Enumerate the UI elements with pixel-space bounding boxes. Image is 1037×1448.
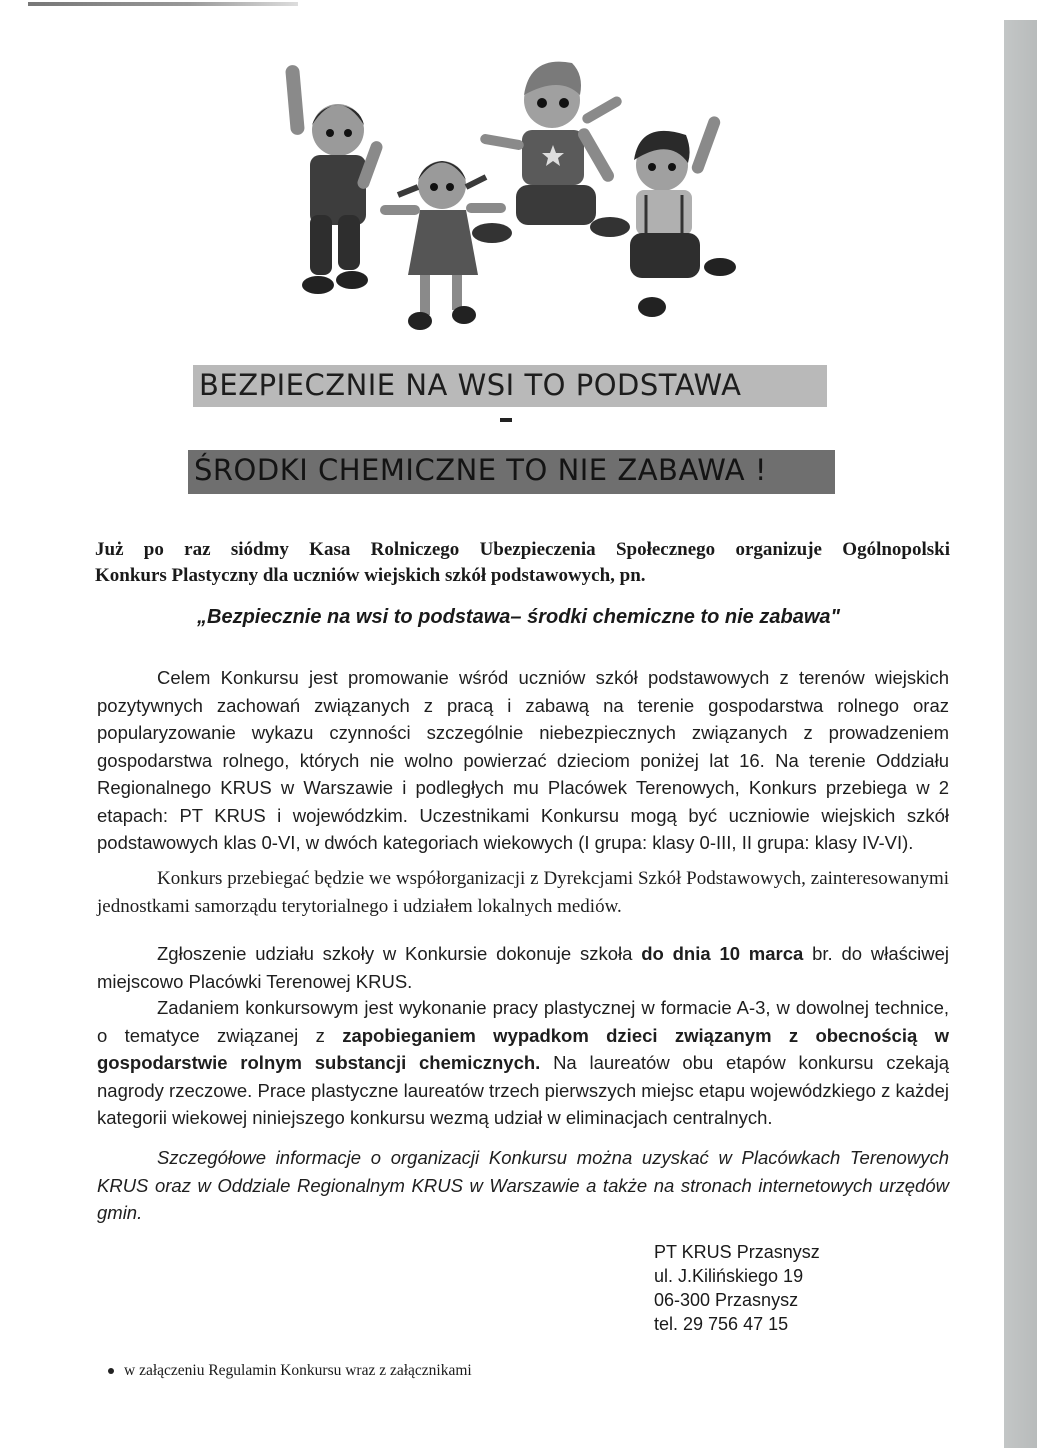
banner-headline-2: ŚRODKI CHEMICZNE TO NIE ZABAWA ! <box>188 450 835 494</box>
registration-text: Zgłoszenie udziału szkoły w Konkursie dokonuje szkoła <box>157 943 642 964</box>
address-block <box>654 1240 820 1336</box>
registration-deadline: do dnia 10 marca <box>641 943 804 964</box>
child-2-figure <box>380 161 506 330</box>
bullet-icon <box>108 1368 114 1374</box>
task-text: Zadaniem konkursowym jest wykonanie pracy plastycznej w formacie A-3, w dowolnej technice, o tematyce związanej z <box>97 997 949 1046</box>
info-paragraph: Szczegółowe informacje o organizacji Konkursu można uzyskać w Placówkach Terenowych KRUS oraz w Oddziale Regionalnym KRUS w Warszawie a także na stronach internetowych urzędów gmin. <box>97 1147 949 1223</box>
intro-line-2: Konkurs Plastyczny dla uczniów wiejskich szkół podstawowych, pn. <box>95 565 646 586</box>
task-topic: zapobieganiem wypadkom dzieci związanym z obecnością w gospodarstwie rolnym substancji chemicznych. <box>97 1024 949 1073</box>
address-city: 06-300 Przasnysz <box>654 1290 799 1310</box>
address-street: ul. J.Kilińskiego 19 <box>654 1266 804 1286</box>
child-4-figure <box>576 115 736 317</box>
intro-paragraph <box>95 537 950 589</box>
goal-paragraph: Celem Konkursu jest promowanie wśród uczniów szkół podstawowych z terenów wiejskich pozytywnych zachowań związanych z pracą i zabawą na terenie gospodarstwa rolnego oraz popularyzowanie wykazu czynności szczególnie niebezpiecznych związanych z prowadzeniem gospodarstwa rolnego, których nie wolno powierzać dzieciom poniżej lat 16. Na terenie Oddziału Regionalnego KRUS w Warszawie i podległych mu Placówek Terenowych, Konkurs przebiega w 2 etapach: PT KRUS i wojewódzkim. Uczestnikami Konkursu mogą być uczniowie wiejskich szkół podstawowych klas 0-VI, w dwóch kategoriach wiekowych (I grupa: klasy 0-III, II grupa: klasy IV-VI). <box>97 667 949 853</box>
registration-text-end: br. do właściwej miejscowo Placówki Terenowej KRUS. <box>97 943 949 992</box>
scan-edge-top <box>28 2 298 6</box>
contest-title: „Bezpiecznie na wsi to podstawa– środki chemiczne to nie zabawa" <box>197 606 840 628</box>
attachment-note-text: w załączeniu Regulamin Konkursu wraz z załącznikami <box>124 1362 472 1379</box>
cooperation-paragraph: Konkurs przebiegać będzie we współorganizacji z Dyrekcjami Szkół Podstawowych, zainteresowanymi jednostkami samorządu terytorialnego i udziałem lokalnych mediów. <box>97 868 949 917</box>
child-3-figure <box>472 62 630 243</box>
intro-line-1: Już po raz siódmy Kasa Rolniczego Ubezpieczenia Społecznego organizuje Ogólnopolski <box>95 539 950 560</box>
banner-separator <box>500 418 512 422</box>
child-1-figure <box>285 65 384 294</box>
banner-headline-1: BEZPIECZNIE NA WSI TO PODSTAWA <box>193 365 827 407</box>
jumping-children-illustration <box>280 45 760 345</box>
attachment-note <box>108 1362 472 1380</box>
address-office: PT KRUS Przasnysz <box>654 1242 820 1262</box>
task-text-end: Na laureatów obu etapów konkursu czekają nagrody rzeczowe. Prace plastyczne laureatów trzech pierwszych miejsc etapu wojewódzkiego z każdej kategorii wiekowej niniejszego konkursu wezmą udział w eliminacjach centralnych. <box>97 1052 949 1128</box>
task-paragraph <box>97 994 949 1132</box>
scan-edge-right <box>1004 20 1037 1448</box>
registration-paragraph <box>97 940 949 995</box>
address-phone: tel. 29 756 47 15 <box>654 1314 789 1334</box>
